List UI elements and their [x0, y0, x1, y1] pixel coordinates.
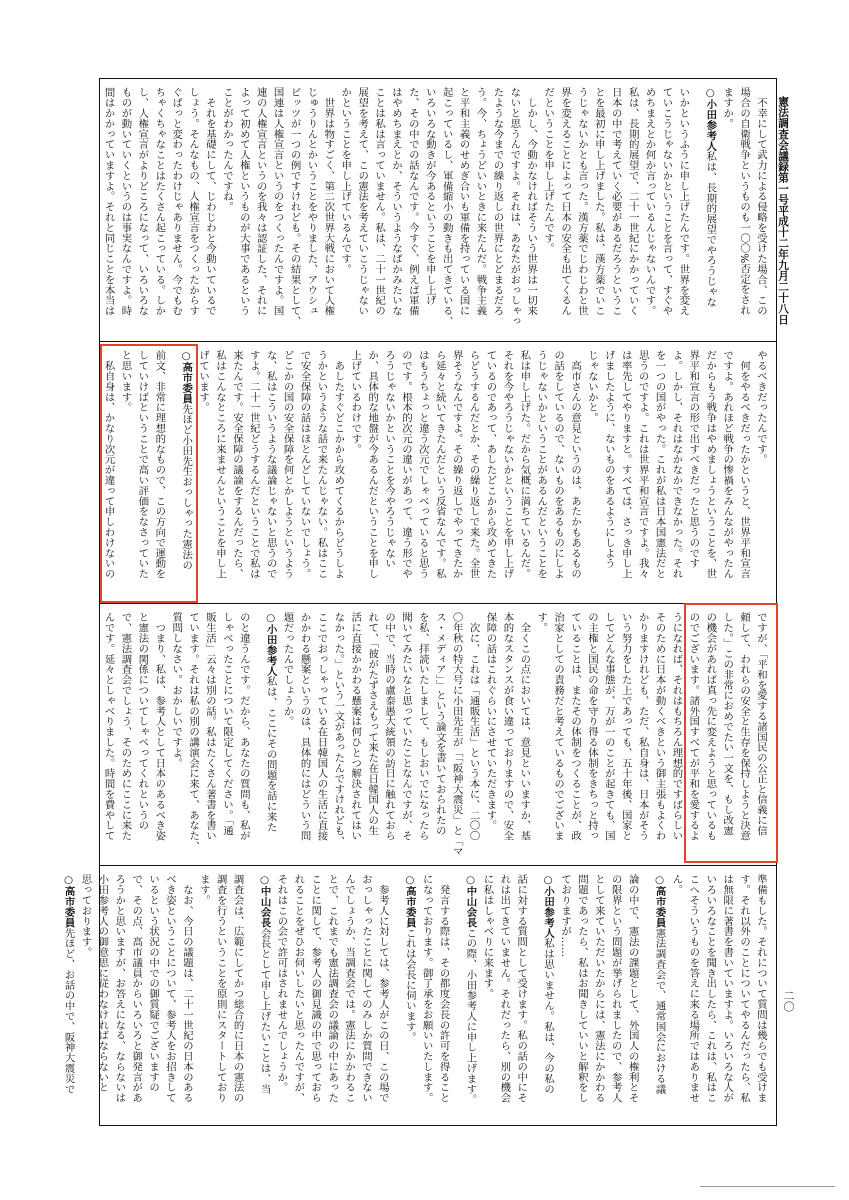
text-column: していけばということで高い評価をなさっていた: [136, 350, 149, 579]
text-column: す。それ以外のことについてやるんだったら、私: [738, 874, 751, 1103]
text-column: たような今までの繰り返しの世界にとどまるだろ: [491, 87, 504, 316]
speaker-name: ○小田参考人: [542, 874, 555, 938]
text-column: げましたように、ないものをあるようにしよう: [602, 350, 615, 569]
text-column: [529, 874, 556, 1126]
text-column: れることをぜひお伺いしたいと思ったんですが、: [292, 874, 305, 1103]
text-column: 〇年秋の特大号に小田先生が「「阪神大震災」と「マ: [450, 612, 463, 857]
text-column: 界平和宣言の形で出すべきだったと思うのです: [687, 350, 700, 569]
text-column: じゃないかと。: [585, 350, 598, 423]
speech-text: 私は、ここにその問題を話に来た: [264, 676, 277, 832]
text-column: [691, 87, 718, 339]
speaker-name: ○高市委員: [403, 874, 416, 928]
text-column: 聞いてみたいなと思っていたことなんですが、そ: [399, 612, 412, 841]
text-column: 私は、長期的展望で、二十一世紀にかかっていく: [626, 87, 639, 316]
text-column: どこかの国の安全保障を何とかしようというよう: [281, 350, 294, 579]
speech-text: これは会長に伺います。: [403, 927, 416, 1043]
text-column: 不幸にして武力による侵略を受けた場合、この: [755, 87, 767, 316]
text-column: とで、これまでも憲法調査会の議論の中にあった: [326, 874, 339, 1103]
text-column: ら延々と続いてきたんだという反省なんです。私: [433, 350, 446, 579]
scan-artifact-line: [700, 1186, 835, 1187]
text-column: 質問しなさい。おかしいですよ。: [170, 612, 183, 768]
text-column: 小田参考人の御意思に従わなければならないと: [96, 874, 109, 1093]
text-column: げています。: [197, 350, 210, 413]
text-column: 次に、これは「通販生活」という本に、二〇〇: [467, 612, 480, 841]
text-column: しかし、今動かなければそういう世界は一切来: [525, 87, 538, 316]
text-column: 思うのですよ。これは世界平和宣言ですよ。我々: [636, 350, 649, 579]
text-column: 日本の中で考えていく必要があるだろうというこ: [609, 87, 622, 316]
text-column: 論の中で、憲法の課題として、外国人の権利とそ: [626, 874, 639, 1103]
text-band-3: [100, 603, 776, 865]
text-column: 準備もした。それについて質問は幾らでも受けま: [755, 874, 767, 1103]
text-column: ここでおっしゃっている在日韓国人の生活に直接: [315, 612, 328, 841]
text-column: れは出てきていません。それだったら、別の機会: [498, 874, 511, 1103]
text-column: 題だったんでしょうか。: [281, 612, 294, 727]
text-column: ですよ。あれほど戦争の惨禍をみんながやったん: [721, 350, 734, 579]
text-column: [452, 874, 479, 1126]
text-column: 本的なスタンスが食い違っておりますので、安全: [501, 612, 514, 841]
text-column: の機会があれば真っ先に変えようと思っているも: [704, 612, 717, 841]
text-column: 展望を考えて、この憲法を考えていこうじゃない: [356, 87, 369, 316]
speaker-name: ○高市委員: [653, 874, 666, 928]
band-columns: [100, 87, 769, 339]
text-column: うになれば、それはもちろん理想的ですばらしい: [670, 612, 683, 841]
text-column: か、具体的な地盤が今あるんだということを申し: [366, 350, 379, 579]
band-columns: [50, 874, 769, 1126]
text-column: した。」この非常におめでたい一文を、もし改憲: [721, 612, 734, 836]
text-column: う。今、ちょうどいいときに来たんだ。戦争主義: [474, 87, 487, 316]
text-column: それはこの会で許可はされませんでしょうか。: [275, 874, 288, 1093]
text-column: らどうするんだとか、その繰り返しで来た。全世: [467, 350, 480, 579]
text-column: なお、今日の議題は、二十一世紀の日本のある: [180, 874, 193, 1103]
speech-text: 憲法調査会で、通常国会における議: [653, 927, 666, 1095]
text-column: いろいろな動きが今あるということを申し上げ: [423, 87, 436, 306]
text-frame: [62, 78, 777, 1126]
text-column: かかわる懸案というのは、具体的にはどういう問: [298, 612, 311, 841]
text-column: めちまえとか何か言っているんじゃないんです。: [643, 87, 656, 316]
text-column: いう努力をした上であっても、五十年後、国家と: [619, 612, 632, 841]
text-column: ぐぱっと変わったわけじゃありません。今でもむ: [170, 87, 183, 316]
text-column: の限界という問題が挙げられましたので、参考人: [609, 874, 622, 1103]
text-column: 話に対する質問として受けます。私の話の中にそ: [515, 874, 528, 1103]
speaker-name: ○小田参考人: [704, 87, 717, 151]
text-column: と平和主義のせめぎ合いも軍備を持っている国に: [457, 87, 470, 316]
text-column: 上げているわけです。: [349, 350, 362, 454]
text-column: してどんな事態が、万が一のことが起きても、国: [602, 612, 615, 841]
text-column: ているのであって、あしたどこかから攻めてきた: [484, 350, 497, 579]
speech-text: この際、小田参考人に申し上げます。: [464, 927, 477, 1105]
text-band-4: [62, 865, 776, 1127]
text-column: 界そうなんですよ。その繰り返しでやってきたか: [450, 350, 463, 579]
speaker-name: ○中山会長: [258, 874, 271, 928]
text-column: のでございます。諸外国すべてが平和を愛するよ: [687, 612, 700, 841]
speaker-name: ○高市委員: [62, 874, 75, 928]
text-column: [167, 350, 194, 602]
header-title: 憲法調査会議録第一号: [777, 96, 789, 205]
text-column: ていることは、またその体制をつくることが、政: [569, 612, 582, 841]
text-column: だということを申し上げたんです。: [542, 87, 555, 254]
text-column: ています。それは私の別の講演会に来て、あなた、: [187, 612, 200, 852]
text-column: そのために日本が動くべきという御主張もよくわ: [653, 612, 666, 841]
text-column: 間はかかっていますよ。それと同じことを本当は: [102, 87, 115, 316]
text-column: になっております。御了承をお願いいたします。: [420, 874, 433, 1103]
text-column: 高市さんの意見というのは、あたかもあるもの: [569, 350, 582, 579]
text-column: のです。根本的次元の違いがあって、違う形でや: [399, 350, 412, 579]
text-column: な、私はこういうような議論じゃないと思うので: [264, 350, 277, 579]
speech-text: 私は、長期的展望でやろうじゃな: [704, 151, 717, 307]
text-column: 調査を行うということを原則にスタートしており: [214, 874, 227, 1103]
text-column: ん。: [670, 874, 683, 895]
text-column: だからもう戦争はやめましょうということを、世: [704, 350, 717, 579]
text-column: で、憲法調査会でしょう、そのためにここに来た: [119, 612, 132, 841]
text-column: は率先してやりますと。すべては、さっき申し上: [619, 350, 632, 579]
text-column: それを今やろうじゃないかということを申し上げ: [501, 350, 514, 579]
text-column: の中で、当時の盧泰愚大統領の訪日に触れておら: [383, 612, 396, 841]
text-column: 私はこんなところに来ませんということを申し上: [214, 350, 226, 579]
text-column: [50, 874, 77, 1126]
text-column: ものが動いていくというのは事実なんですよ。時: [119, 87, 132, 316]
text-column: 場合の自衛戦争というものも一〇〇%否定をされ: [738, 87, 751, 316]
speaker-name: ○高市委員: [180, 350, 193, 404]
text-column: として来ていただいたからには、憲法にかかわる: [592, 874, 605, 1103]
text-band-1: [100, 79, 776, 341]
text-column: の話をしているので、ないものをあるものにしよ: [552, 350, 565, 579]
text-column: 全くこの点においては、意見といいますか、基: [518, 612, 531, 841]
text-column: と思います。: [119, 350, 132, 413]
text-column: 参考人に対しては、参考人がこの日、この場で: [376, 874, 389, 1103]
text-column: おっしゃったことに関してのみしか質問できない: [359, 874, 372, 1103]
text-column: んでしょうか、当調査会では。憲法にかかわるこ: [343, 874, 356, 1103]
text-band-2: [100, 341, 776, 603]
text-column: し、人権宣言がよりどころになって、いろいろな: [136, 87, 149, 316]
text-column: の主権と国民の命を守り得る体制をきちっと持っ: [585, 612, 598, 841]
text-column: 界を変えることによって日本の安全も出てくるん: [559, 87, 572, 316]
speech-text: 私は思いません。私は、今の私の: [542, 938, 555, 1094]
text-column: に私はしゃべりに来ます。: [481, 874, 494, 999]
text-column: [641, 874, 668, 1126]
text-column: ビッツが一つの例ですけれども。その結果として、: [288, 87, 301, 327]
text-column: ろうじゃないかということを今やろうじゃない: [383, 350, 396, 569]
text-column: [246, 874, 273, 1126]
text-column: 前文、非常に理想的なもので、この方向で運動を: [153, 350, 166, 579]
band-columns: [100, 612, 769, 864]
text-column: すよ。二十一世紀どうするんだということで私は: [247, 350, 260, 579]
speaker-name: ○中山会長: [464, 874, 477, 928]
text-column: ろうかと思いますが、お答えになる、ならないは: [113, 874, 126, 1103]
text-column: それを基礎にして、じわじわと今動いているで: [204, 87, 216, 316]
text-column: 調査会は、広範にしてかつ総合的に日本の憲法の: [231, 874, 244, 1103]
text-column: はもうちょっと違う次元でしゃべっていると思う: [416, 350, 429, 579]
speech-text: 先ほど小田先生おっしゃった憲法の: [180, 403, 193, 571]
text-column: よ。しかし、それはなかなかできなかった。それ: [670, 350, 683, 579]
text-column: ておりますが……: [559, 874, 572, 958]
text-column: つまり、私は、参考人として日本のあるべき姿: [153, 612, 166, 841]
text-column: と憲法の関係についてしゃべってくれというの: [136, 612, 149, 831]
text-column: 治家としての責務だと考えているものでございま: [552, 612, 565, 841]
text-column: 保障の話はこれぐらいにさせていただきます。: [484, 612, 497, 831]
speaker-name: ○小田参考人: [264, 612, 277, 676]
text-column: ていこうじゃないかということを言って、すぐや: [660, 87, 673, 316]
text-column: を一つの国がやった。これが私は日本国憲法だと: [653, 350, 666, 579]
text-column: うかというような話で来たんじゃない。私はここ: [315, 350, 328, 579]
text-column: べき姿ということについて、参考人をお招きして: [164, 874, 176, 1103]
text-column: す。: [535, 612, 548, 633]
text-column: 活に直接かかわる懸案は何ひとつ解決されてはい: [349, 612, 362, 841]
text-column: ことに関して、参考人の御見識の中で思っておら: [309, 874, 322, 1103]
text-column: 問題であったら、私はお聞きしていいと解釈をし: [575, 874, 588, 1103]
text-column: 国連は人権宣言というのをつくったんですよ。国: [271, 87, 284, 316]
text-column: [252, 612, 279, 864]
text-column: かりますけれども、ただ、私自身は、日本がそう: [636, 612, 649, 841]
text-column: た、その中での話なんです。今すぐ、例えば軍備: [406, 87, 419, 316]
header-date: 平成十二年九月二十八日: [777, 205, 789, 325]
text-column: かということを申し上げているんです。: [339, 87, 352, 275]
speech-text: 先ほど、お話の中で、阪神大震災で: [62, 927, 75, 1095]
running-header: [776, 96, 790, 325]
text-column: うじゃないかということがあるんだということを: [535, 350, 548, 579]
text-column: ですが、「平和を愛する諸国民の公正と信義に信: [755, 612, 767, 836]
text-column: で、その点、高市議員からいろいろと御発言があ: [130, 874, 143, 1103]
text-column: ます。: [197, 874, 210, 906]
page-number: 二〇: [782, 990, 795, 1012]
text-column: 頼して、われらの安全と生存を保持しようと決意: [738, 612, 751, 841]
text-column: いろいろなことを聞き出したら、これは、私はこ: [704, 874, 717, 1103]
text-column: やるべきだったんです。: [755, 350, 767, 465]
text-column: 思っております。: [79, 874, 92, 958]
text-column: 連の人権宣言というのを我々は認証した、それに: [254, 87, 267, 316]
text-column: んです。延々としゃべりました。時間を費やして: [102, 612, 115, 841]
text-column: なかった。」という一文があったんですけれども、: [332, 612, 345, 846]
text-column: あしたすぐどこかから攻めてくるからどうしよ: [332, 350, 345, 579]
text-column: 私は申し上げた。だから気概に満ちているんだ。: [518, 350, 531, 579]
text-column: とを最初に申し上げました。私は、漢方薬でいこ: [592, 87, 605, 316]
text-column: 世界は物すごく、第二次世界大戦において人権: [322, 87, 335, 316]
text-column: ス・メディア」」という論文を書いておられたの: [433, 612, 446, 836]
text-column: いるという状況の中での御質疑でございますの: [147, 874, 160, 1093]
text-column: ちゃくちゃなことはたくさん起こっている。しか: [153, 87, 166, 316]
text-column: はやめちまえとか、そういうようなばかみたいな: [389, 87, 402, 316]
text-column: を私、拝読いたしまして、もしおいでになったら: [416, 612, 429, 841]
text-column: 販生活」云々は別の話。私はたくさん著書を書い: [204, 612, 216, 841]
text-column: 来たんです。安全保障の議論をするんだったら、: [230, 350, 243, 579]
text-column: しゃべったことについて限定してください。「通: [220, 612, 233, 836]
text-column: で安全保障の話はほとんどしていないでしょう。: [298, 350, 311, 579]
text-column: じゅうりんとかいうことをやりました、アウシュ: [305, 87, 318, 316]
text-column: は無限に著書を書いていますよ。いろいろな人が: [721, 874, 734, 1103]
text-column: ますか。: [721, 87, 734, 129]
text-column: れて、「彼がたずさえもって来た在日韓国人の生: [366, 612, 379, 836]
text-column: うじゃないかとも言った。漢方薬でじわじわと世: [575, 87, 588, 316]
text-column: 発言する際は、その都度会長の許可を得ること: [437, 874, 450, 1103]
text-column: 何をやるべきだったかというと、世界平和宣言: [738, 350, 751, 579]
text-column: 起こっているし、軍備縮小の動きも出てきている、: [440, 87, 453, 327]
text-column: ないと思うんですよ。それは、あなたがおっしゃっ: [508, 87, 521, 327]
band-columns: [100, 350, 769, 602]
speech-text: 会長として申し上げたいことは、当: [258, 927, 271, 1095]
text-column: 私自身は、かなり次元が違って申しわけないの: [102, 350, 115, 579]
text-column: ことがわかったんですね。: [220, 87, 233, 212]
text-column: [391, 874, 418, 1126]
text-column: いかというふうに申し上げたんです。世界を変え: [677, 87, 690, 316]
text-column: ことは私は言っていません。私は、二十一世紀の: [373, 87, 386, 316]
text-column: のと違うんです。だから、あなたの質問も、私が: [237, 612, 250, 841]
text-column: よって初めて人権というものが大事であるという: [237, 87, 250, 316]
text-column: こへそういうものを答えに来る場所ではありませ: [687, 874, 700, 1103]
text-column: しょう。そんなもの、人権宣言をつくったからす: [187, 87, 200, 316]
